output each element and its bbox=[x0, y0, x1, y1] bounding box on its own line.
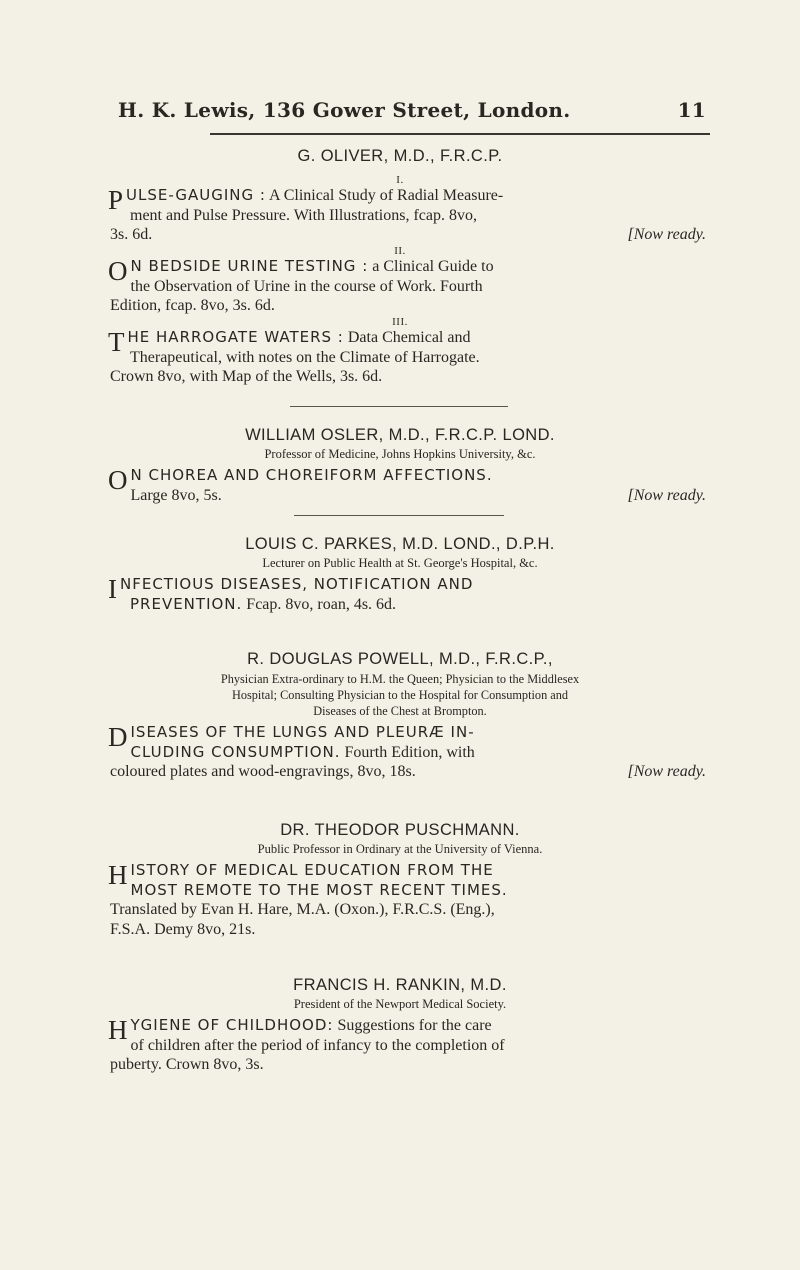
drop-cap: O bbox=[108, 256, 128, 286]
book-entry-harrogate bbox=[110, 328, 706, 387]
book-title-cont: PREVENTION. bbox=[130, 594, 243, 613]
book-entry-pulse-gauging bbox=[110, 186, 706, 245]
header-rule bbox=[210, 133, 710, 135]
author-credential-line: Hospital; Consulting Physician to the Hospital for Consumption and bbox=[231, 688, 569, 702]
book-title: YGIENE OF CHILDHOOD: bbox=[130, 1016, 334, 1034]
book-title-cont: MOST REMOTE TO THE MOST RECENT TIMES. bbox=[130, 880, 508, 899]
author-credential: Professor of Medicine, Johns Hopkins University, &c. bbox=[264, 447, 536, 461]
drop-cap: O bbox=[108, 465, 128, 495]
work-numeral: I. bbox=[396, 174, 404, 186]
work-numeral: II. bbox=[394, 245, 406, 257]
author-oliver: G. OLIVER, M.D., F.R.C.P. bbox=[297, 147, 503, 165]
book-entry-medical-education bbox=[110, 861, 706, 939]
book-title-cont: CLUDING CONSUMPTION. bbox=[130, 742, 341, 761]
author-osler: WILLIAM OSLER, M.D., F.R.C.P. LOND. bbox=[245, 426, 555, 444]
author-powell: R. DOUGLAS POWELL, M.D., F.R.C.P., bbox=[247, 650, 553, 668]
book-price: Crown 8vo, with Map of the Wells, 3s. 6d. bbox=[110, 368, 383, 385]
book-subtitle: Suggestions for the care bbox=[333, 1017, 492, 1034]
book-price: coloured plates and wood-engravings, 8vo, 18s. bbox=[110, 763, 416, 780]
author-credential-line: Physician Extra-ordinary to H.M. the Queen; Physician to the Middlesex bbox=[220, 672, 580, 686]
book-subtitle: Data Chemical and bbox=[343, 329, 471, 346]
book-title: HE HARROGATE WATERS : bbox=[127, 328, 344, 346]
book-subtitle: a Clinical Guide to bbox=[368, 258, 494, 275]
book-title: NFECTIOUS DISEASES, NOTIFICATION AND bbox=[120, 575, 474, 593]
book-title: ISEASES OF THE LUNGS AND PLEURÆ IN- bbox=[130, 723, 475, 741]
author-credential: President of the Newport Medical Society. bbox=[293, 997, 507, 1011]
drop-cap: D bbox=[108, 722, 128, 752]
book-subtitle: A Clinical Study of Radial Measure- bbox=[265, 187, 504, 204]
book-entry-chorea bbox=[110, 466, 706, 505]
section-rule bbox=[290, 406, 508, 407]
book-details: of children after the period of infancy to the completion of bbox=[130, 1036, 505, 1054]
book-title: ULSE-GAUGING : bbox=[126, 186, 266, 204]
book-title: N CHOREA AND CHOREIFORM AFFECTIONS. bbox=[130, 466, 493, 484]
book-price: puberty. Crown 8vo, 3s. bbox=[110, 1056, 264, 1073]
drop-cap: P bbox=[108, 185, 124, 215]
book-details: ment and Pulse Pressure. With Illustrations, fcap. 8vo, bbox=[130, 206, 478, 224]
book-details: the Observation of Urine in the course of Work. Fourth bbox=[130, 277, 483, 295]
author-credential: Lecturer on Public Health at St. George's Hospital, &c. bbox=[262, 556, 538, 570]
book-entry-urine-testing bbox=[110, 257, 706, 316]
author-rankin: FRANCIS H. RANKIN, M.D. bbox=[293, 976, 507, 994]
book-entry-diseases-of-lungs bbox=[110, 723, 706, 782]
status-note: [Now ready. bbox=[627, 226, 706, 243]
author-credential: Public Professor in Ordinary at the University of Vienna. bbox=[257, 842, 543, 856]
book-details: Fourth Edition, with bbox=[340, 743, 475, 761]
section-rule bbox=[294, 515, 504, 516]
author-credential-line: Diseases of the Chest at Brompton. bbox=[313, 704, 487, 718]
book-price: F.S.A. Demy 8vo, 21s. bbox=[110, 920, 256, 938]
book-details: Fcap. 8vo, roan, 4s. 6d. bbox=[242, 595, 397, 613]
status-note: [Now ready. bbox=[627, 486, 706, 504]
drop-cap: I bbox=[108, 574, 117, 604]
book-translator: Translated by Evan H. Hare, M.A. (Oxon.), F.R.C.S. (Eng.), bbox=[110, 901, 495, 918]
author-parkes: LOUIS C. PARKES, M.D. LOND., D.P.H. bbox=[245, 535, 555, 553]
drop-cap: T bbox=[108, 327, 125, 357]
book-entry-infectious-diseases bbox=[110, 575, 706, 614]
book-title: ISTORY OF MEDICAL EDUCATION FROM THE bbox=[130, 861, 494, 879]
book-price: 3s. 6d. bbox=[110, 226, 153, 243]
publisher-line: H. K. Lewis, 136 Gower Street, London. bbox=[118, 98, 571, 122]
book-details: Therapeutical, with notes on the Climate of Harrogate. bbox=[130, 348, 480, 366]
book-title: N BEDSIDE URINE TESTING : bbox=[130, 257, 369, 275]
book-entry-hygiene-of-childhood bbox=[110, 1016, 706, 1075]
running-head bbox=[118, 98, 706, 122]
book-details: Large 8vo, 5s. bbox=[130, 486, 222, 504]
book-price: Edition, fcap. 8vo, 3s. 6d. bbox=[110, 297, 275, 314]
author-puschmann: DR. THEODOR PUSCHMANN. bbox=[280, 821, 520, 839]
work-numeral: III. bbox=[392, 316, 408, 328]
drop-cap: H bbox=[108, 1015, 128, 1045]
status-note: [Now ready. bbox=[627, 763, 706, 780]
drop-cap: H bbox=[108, 860, 128, 890]
page-number: 11 bbox=[677, 98, 706, 122]
